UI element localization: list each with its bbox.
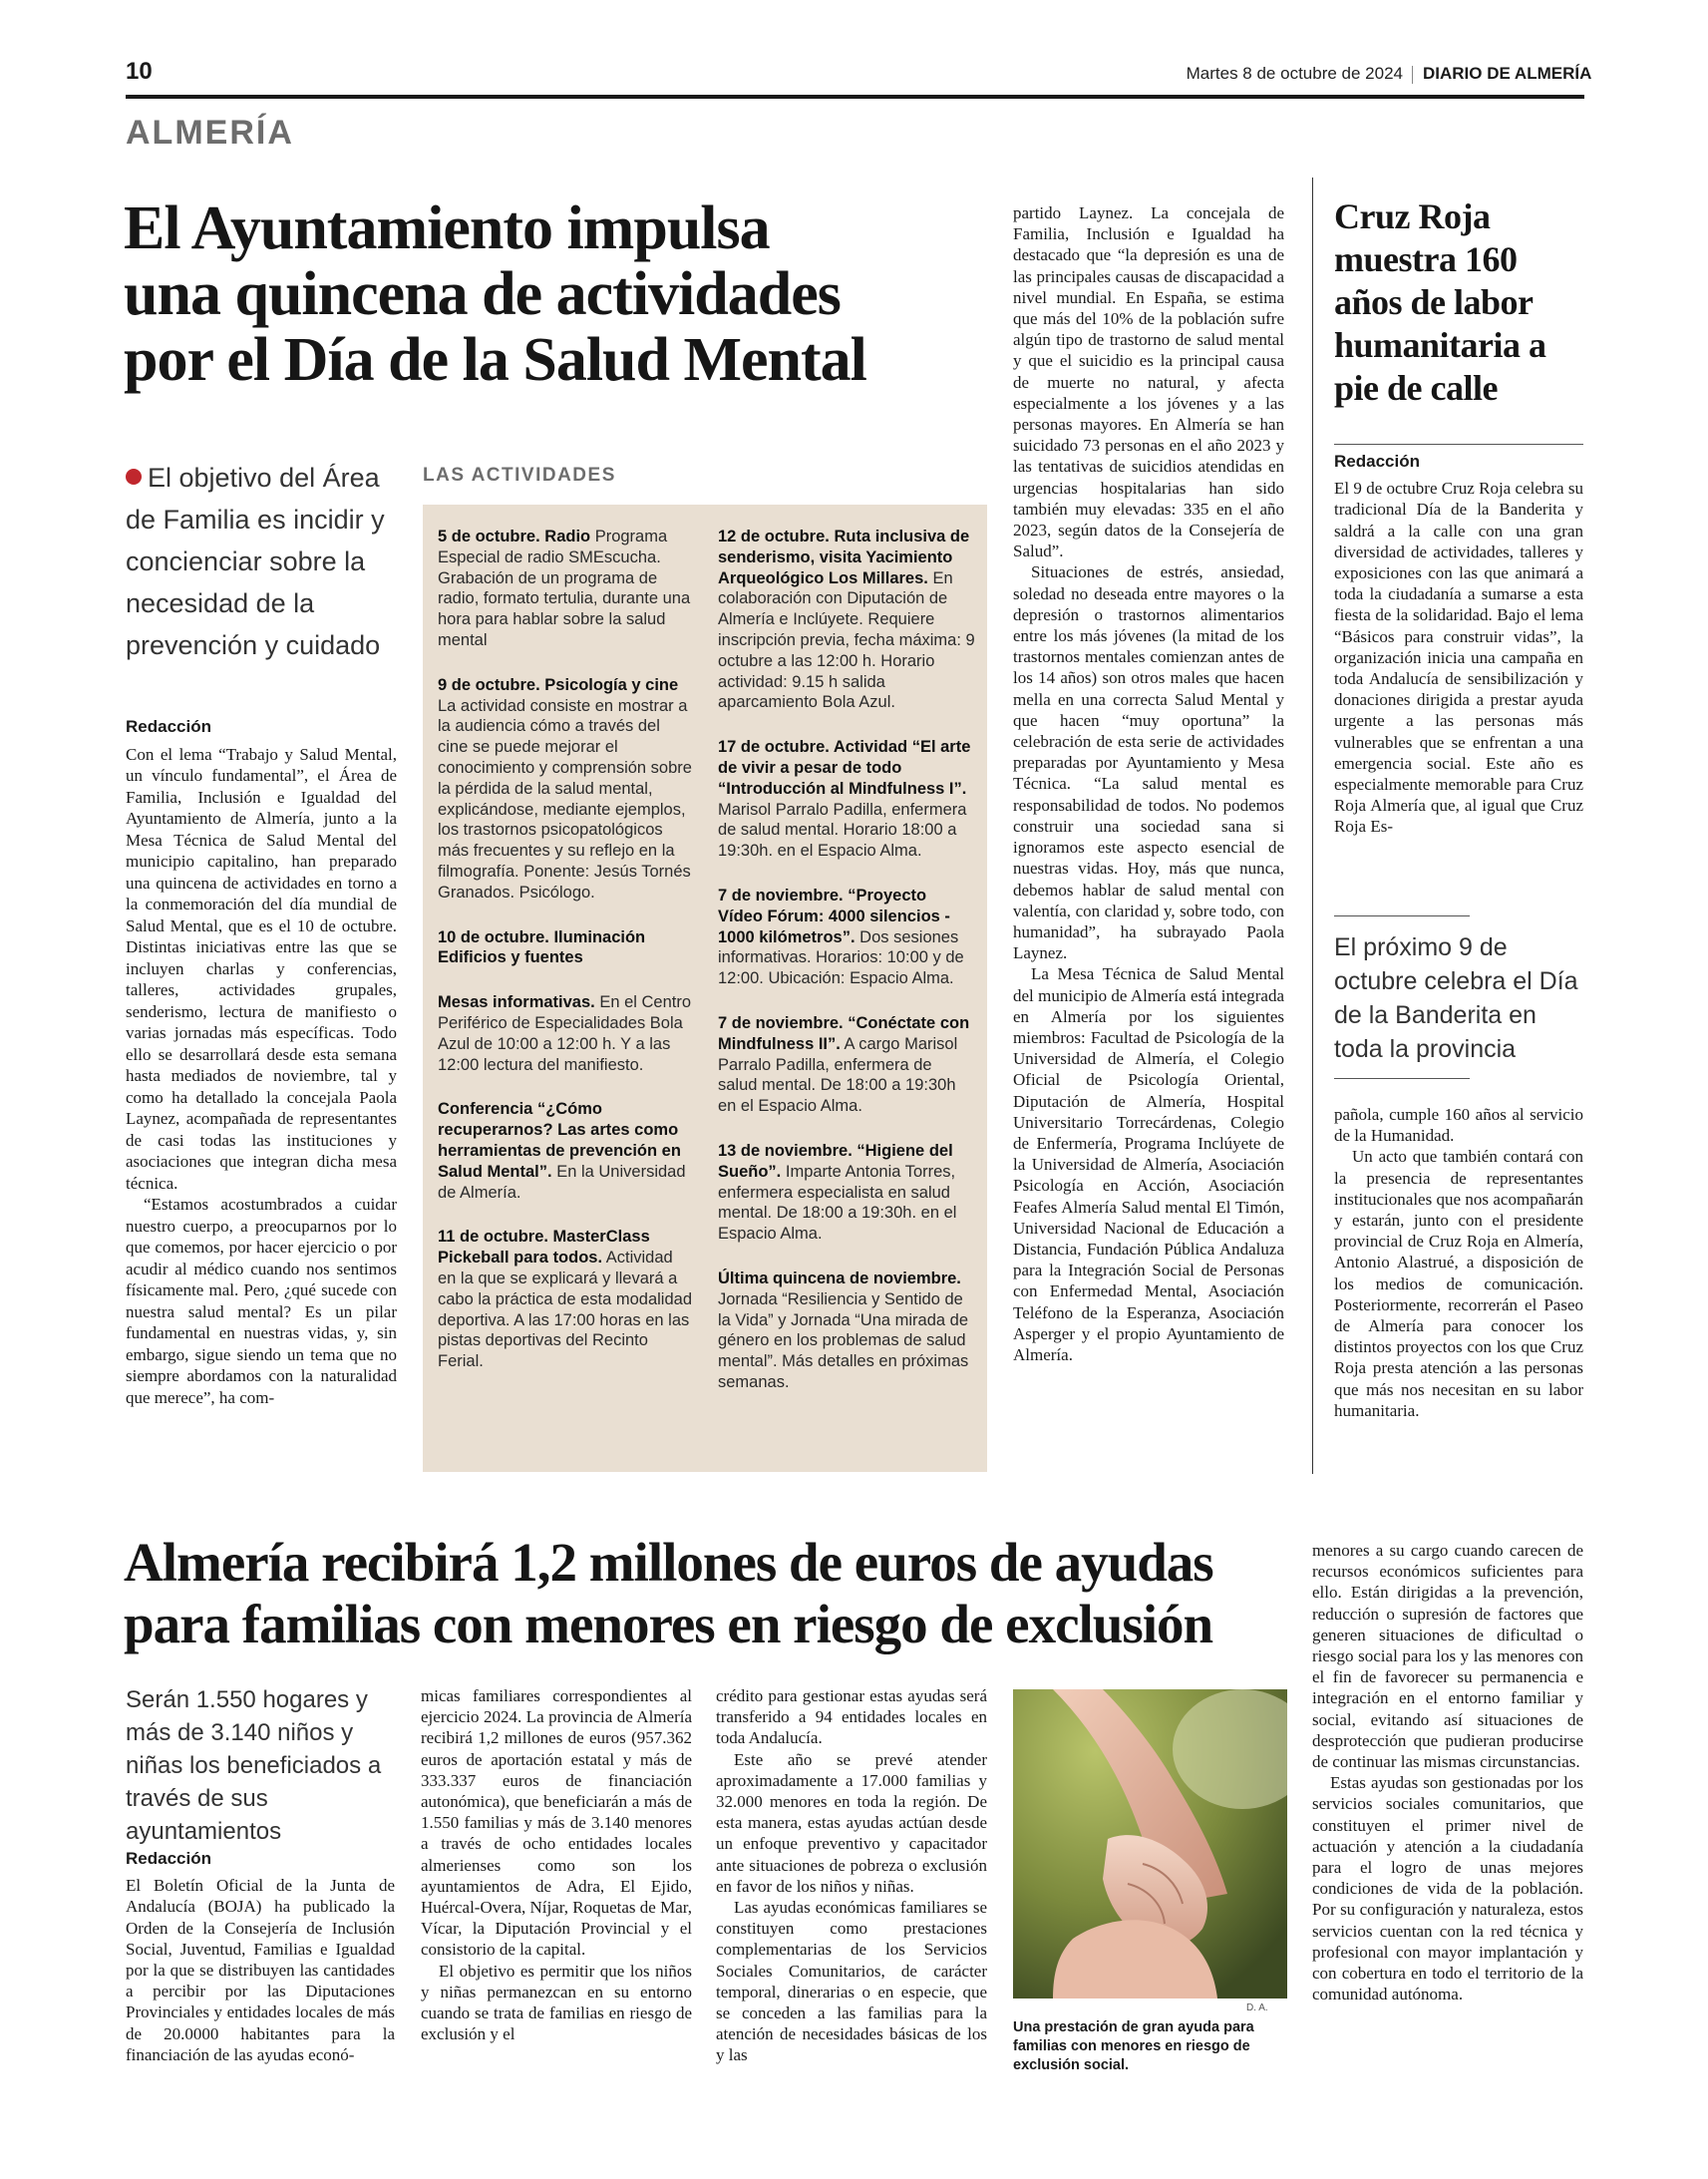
header-date: Martes 8 de octubre de 2024 <box>1186 64 1403 83</box>
activities-right-column <box>718 527 975 1417</box>
article1-byline: Redacción <box>126 717 211 736</box>
article2-byline: Redacción <box>126 1849 211 1868</box>
article1-headline-line: El Ayuntamiento impulsa <box>124 194 770 262</box>
article1-subhead <box>126 457 395 666</box>
pullquote-top-rule <box>1334 915 1470 916</box>
article2-col5-paragraph: Estas ayudas son gestionadas por los servicios sociales comunitarios, que constituyen el primer nivel de actuación y atención a la ciudadanía para el logro de unas mejores condiciones de vida de la población. Por su configuración y naturaleza, estos servicios cuentan con la red técnica y profesional con mayor implantación y con cobertura en todo el territorio de la comunidad autónoma. <box>1312 1773 1583 2004</box>
sidebar-paragraph: El 9 de octubre Cruz Roja celebra su tradicional Día de la Banderita y saldrá a la calle con una gran diversidad de actividades, talleres y exposiciones con las que animará a toda la ciudadanía a sumarse a esta fiesta de la solidaridad. Bajo el lema “Básicos para construir vidas”, la organización inicia una campaña en toda Andalucía de sensibilización y donaciones dirigida a prestar ayuda urgente a las personas más vulnerables que se enfrentan a una emergencia social. Este año es especialmente memorable para Cruz Roja Almería que, al igual que Cruz Roja Es- <box>1334 479 1583 837</box>
activity-item: 10 de octubre. Iluminación Edificios y fuentes <box>438 927 646 967</box>
paper-name: DIARIO DE ALMERÍA <box>1423 64 1592 83</box>
activity-item: 12 de octubre. Ruta inclusiva de senderismo, visita Yacimiento Arqueológico Los Millares. En colaboración con Diputación de Almería e Inclúyete. Requiere inscripción previa, fecha máxima: 9 octubre a las 12:00 h. Horario actividad: 9.15 h salida aparcamiento Bola Azul. <box>718 528 975 712</box>
photo-credit: D. A. <box>1246 2002 1268 2013</box>
activity-item: Mesas informativas. En el Centro Periférico de Especialidades Bola Azul de 10:00 a 12:00 h. Y a las 12:00 lectura del manifiesto. <box>438 993 692 1074</box>
sidebar-divider <box>1312 178 1313 1474</box>
article2-col2-paragraph: El objetivo es permitir que los niños y niñas permanezcan en su entorno cuando se trata de familias en riesgo de exclusión y el <box>421 1961 692 2044</box>
activity-item: 13 de noviembre. “Higiene del Sueño”. Imparte Antonia Torres, enfermera especialista en salud mental. De 18:00 a 19:30h. en el Espacio Alma. <box>718 1141 957 1244</box>
article2-photo <box>1013 1689 1287 1998</box>
activity-item: 7 de noviembre. “Proyecto Vídeo Fórum: 4000 silencios - 1000 kilómetros”. Dos sesiones informativas. Horarios: 10:00 y de 12:00. Ubicación: Espacio Alma. <box>718 886 964 988</box>
article1-col4-paragraph: La Mesa Técnica de Salud Mental del municipio de Almería está integrada en Almería por los siguientes miembros: Facultad de Psicología de la Universidad de Almería, el Colegio Oficial de Psicología Oriental, Diputación de Almería, Hospital Universitario Torrecárdenas, Colegio de Enfermería, Programa Inclúyete de la Universidad de Almería, Asociación Psicología en Acción, Asociación Feafes Almería Salud mental El Timón, Universidad Nacional de Educación a Distancia, Fundación Pública Andaluza para la Integración Social de Personas con Enfermedad Mental, Asociación Teléfono de la Esperanza, Asociación Asperger y el propio Ayuntamiento de Almería. <box>1013 964 1284 1364</box>
article1-col4-paragraph: Situaciones de estrés, ansiedad, soledad no deseada entre mayores o la depresión o trastornos alimentarios entre los más jóvenes (la mitad de los trastornos mentales comienzan antes de los 14 años) son otros males que hacen mella en una correcta Salud Mental y que hacen “muy oportuna” la celebración de esta serie de actividades preparadas por Ayuntamiento y Mesa Técnica. “La salud mental es responsabilidad de todos. No podemos construir una sociedad sana si ignoramos este aspecto esencial de nuestras vidas. Hoy, más que nunca, debemos hablar de salud mental con valentía, con claridad y, sobre todo, con humanidad”, ha subrayado Paola Laynez. <box>1013 562 1284 963</box>
article2-col1 <box>126 1848 395 2065</box>
article1-col1-paragraph: Con el lema “Trabajo y Salud Mental, un vínculo fundamental”, el Área de Familia, Inclusión e Igualdad del Ayuntamiento de Almería, junto a la Mesa Técnica de Salud Mental del municipio capitalino, han preparado una quincena de actividades en torno a la conmemoración del día mundial de Salud Mental, que es el 10 de octubre. Distintas iniciativas entre las que se incluyen charlas y conferencias, talleres, actividades grupales, senderismo, lectura de manifiesto o varias jornadas más específicas. Todo ello se desarrollará desde esta semana hasta mediados de noviembre, tal y como ha detallado la concejala Paola Laynez, acompañada de representantes de casi todas las instituciones y asociaciones que integran dicha mesa técnica. <box>126 744 397 1193</box>
article1-col1 <box>126 716 397 1408</box>
sidebar-body2 <box>1334 1104 1583 1421</box>
article2-headline-line: Almería recibirá 1,2 millones de euros de ayudas <box>124 1532 1213 1593</box>
article1-headline-line: una quincena de actividades <box>124 260 841 328</box>
section-label: ALMERÍA <box>126 114 294 152</box>
article2-col5-paragraph: menores a su cargo cuando carecen de recursos económicos suficientes para ello. Están dirigidas a la prevención, reducción o supresión de factores que generen situaciones de dificultad o riesgo social para los y las menores con el fin de favorecer su permanencia e integración en el entorno familiar y social, evitando así situaciones de desprotección que pudieran producirse de continuar las mismas circunstancias. <box>1312 1541 1583 1772</box>
activities-left-column <box>438 527 692 1396</box>
activity-item: Última quincena de noviembre. Jornada “Resiliencia y Sentido de la Vida” y Jornada “Una mirada de género en los problemas de salud mental”. Más detalles en próximas semanas. <box>718 1269 969 1391</box>
article1-col1-paragraph: “Estamos acostumbrados a cuidar nuestro cuerpo, a preocuparnos por lo que comemos, por hacer ejercicio o por acudir al médico cuando nos sentimos físicamente mal. Pero, ¿qué sucede con nuestra salud mental? Es un pilar fundamental en nuestras vidas, y, sin embargo, sigue siendo un tema que no siempre abordamos con la naturalidad que merece”, ha com- <box>126 1195 397 1407</box>
activity-item: Conferencia “¿Cómo recuperarnos? Las artes como herramientas de prevención en Salud Mental”. En la Universidad de Almería. <box>438 1100 686 1202</box>
header-rule <box>126 95 1584 99</box>
pullquote-bottom-rule <box>1334 1078 1470 1079</box>
activity-item: 5 de octubre. Radio Programa Especial de radio SMEscucha. Grabación de un programa de radio, formato tertulia, durante una hora para hablar sobre la salud mental <box>438 528 691 649</box>
activity-item: 9 de octubre. Psicología y cine La actividad consiste en mostrar a la audiencia cómo a través del cine se puede mejorar el conocimiento y comprensión sobre la pérdida de la salud mental, explicándose, mediante ejemplos, los trastornos psicopatológicos más frecuentes y su reflejo en la filmografía. Ponente: Jesús Tornés Granados. Psicólogo. <box>438 675 692 902</box>
article2-col2 <box>421 1685 692 2044</box>
activities-box <box>423 505 987 1472</box>
article2-col1-paragraph: El Boletín Oficial de la Junta de Andalucía (BOJA) ha publicado la Orden de la Consejería de Inclusión Social, Juventud, Familias e Igualdad por la que se distribuyen las cantidades a percibir por las Diputaciones Provinciales y entidades locales de más de 20.0000 habitantes para la financiación de las ayudas econó- <box>126 1876 395 2064</box>
sidebar-paragraph: pañola, cumple 160 años al servicio de la Humanidad. <box>1334 1105 1583 1146</box>
article1-headline <box>124 195 1021 393</box>
article2-headline-line: para familias con menores en riesgo de exclusión <box>124 1594 1213 1654</box>
article2-col3 <box>716 1685 987 2066</box>
activity-item: 11 de octubre. MasterClass Pickeball para todos. Actividad en la que se explicará y llevará a cabo la práctica de esta modalidad deportiva. A las 17:00 horas en las pistas deportivas del Recinto Ferial. <box>438 1228 692 1371</box>
activities-title: LAS ACTIVIDADES <box>423 465 616 486</box>
article2-col3-paragraph: Las ayudas económicas familiares se constituyen como prestaciones complementarias de los Servicios Sociales Comunitarios, de carácter temporal, dinerarias o en especie, que se conceden a las familias para la atención de necesidades básicas de los y las <box>716 1898 987 2065</box>
article1-col4-paragraph: partido Laynez. La concejala de Familia, Inclusión e Igualdad ha destacado que “la depresión es una de las principales causas de discapacidad a nivel mundial. En España, se estima que más del 10% de la población sufre algún tipo de trastorno de salud mental y que el suicidio es la principal causa de muerte no natural, y afecta especialmente a los jóvenes y a las personas mayores. En Almería se han suicidado 73 personas en el año 2023 y las tentativas de suicidios atendidas en urgencias hospitalarias han sido también muy elevadas: 335 en el año 2023, según datos de la Consejería de Salud”. <box>1013 203 1284 561</box>
hands-photo-illustration <box>1013 1689 1287 1998</box>
article2-col5 <box>1312 1540 1583 2004</box>
article2-headline <box>124 1532 1300 1655</box>
activity-item: 7 de noviembre. “Conéctate con Mindfulness II”. A cargo Marisol Parralo Padilla, enfermera de salud mental. De 18:00 a 19:30h en el Espacio Alma. <box>718 1013 970 1116</box>
sidebar-pullquote: El próximo 9 de octubre celebra el Día de la Banderita en toda la provincia <box>1334 933 1578 1063</box>
article1-subhead-text: El objetivo del Área de Familia es incidir y concienciar sobre la necesidad de la prevención y cuidado <box>126 463 385 660</box>
article2-col3-paragraph: crédito para gestionar estas ayudas será transferido a 94 entidades locales en toda Andalucía. <box>716 1686 987 1748</box>
article2-col3-paragraph: Este año se prevé atender aproximadamente a 17.000 familias y 32.000 menores en toda la región. De esta manera, estas ayudas actúan desde un enfoque preventivo y capacitador ante situaciones de pobreza o exclusión en favor de los niños y niñas. <box>716 1749 987 1896</box>
sidebar-body1 <box>1334 451 1583 838</box>
header-divider <box>1412 66 1413 84</box>
activity-item: 17 de octubre. Actividad “El arte de vivir a pesar de todo “Introducción al Mindfulness I”. Marisol Parralo Padilla, enfermera de salud mental. Horario 18:00 a 19:30h. en el Espacio Alma. <box>718 738 971 861</box>
sidebar-byline: Redacción <box>1334 452 1420 471</box>
page-number: 10 <box>126 58 153 85</box>
article2-subhead: Serán 1.550 hogares y más de 3.140 niños y niñas los beneficiados a través de sus ayuntamientos <box>126 1686 382 1845</box>
article1-col4 <box>1013 202 1284 1365</box>
article1-headline-line: por el Día de la Salud Mental <box>124 326 866 394</box>
article2-col2-paragraph: micas familiares correspondientes al ejercicio 2024. La provincia de Almería recibirá 1,2 millones de euros (957.362 euros de aportación estatal y más de 333.337 euros de financiación autonómica), que beneficiarán a más de 1.550 familias y más de 3.140 menores a través de ocho entidades locales almerienses como son los ayuntamientos de Adra, El Ejido, Huércal-Overa, Níjar, Roquetas de Mar, Vícar, la Diputación Provincial y el consistorio de la capital. <box>421 1686 692 1960</box>
photo-caption: Una prestación de gran ayuda para familias con menores en riesgo de exclusión social. <box>1013 2019 1254 2073</box>
sidebar-headline: Cruz Roja muestra 160 años de labor humanitaria a pie de calle <box>1334 196 1546 408</box>
sidebar-rule <box>1334 444 1583 445</box>
sidebar-paragraph: Un acto que también contará con la presencia de representantes institucionales que nos acompañarán y estarán, junto con el presidente provincial de Cruz Roja en Almería, Antonio Alastrué, a disposición de los medios de comunicación. Posteriormente, recorrerán el Paseo de Almería para conocer los distintos proyectos con los que Cruz Roja presta atención a las personas que más nos necesitan en su labor humanitaria. <box>1334 1147 1583 1420</box>
red-bullet-icon <box>126 469 142 485</box>
